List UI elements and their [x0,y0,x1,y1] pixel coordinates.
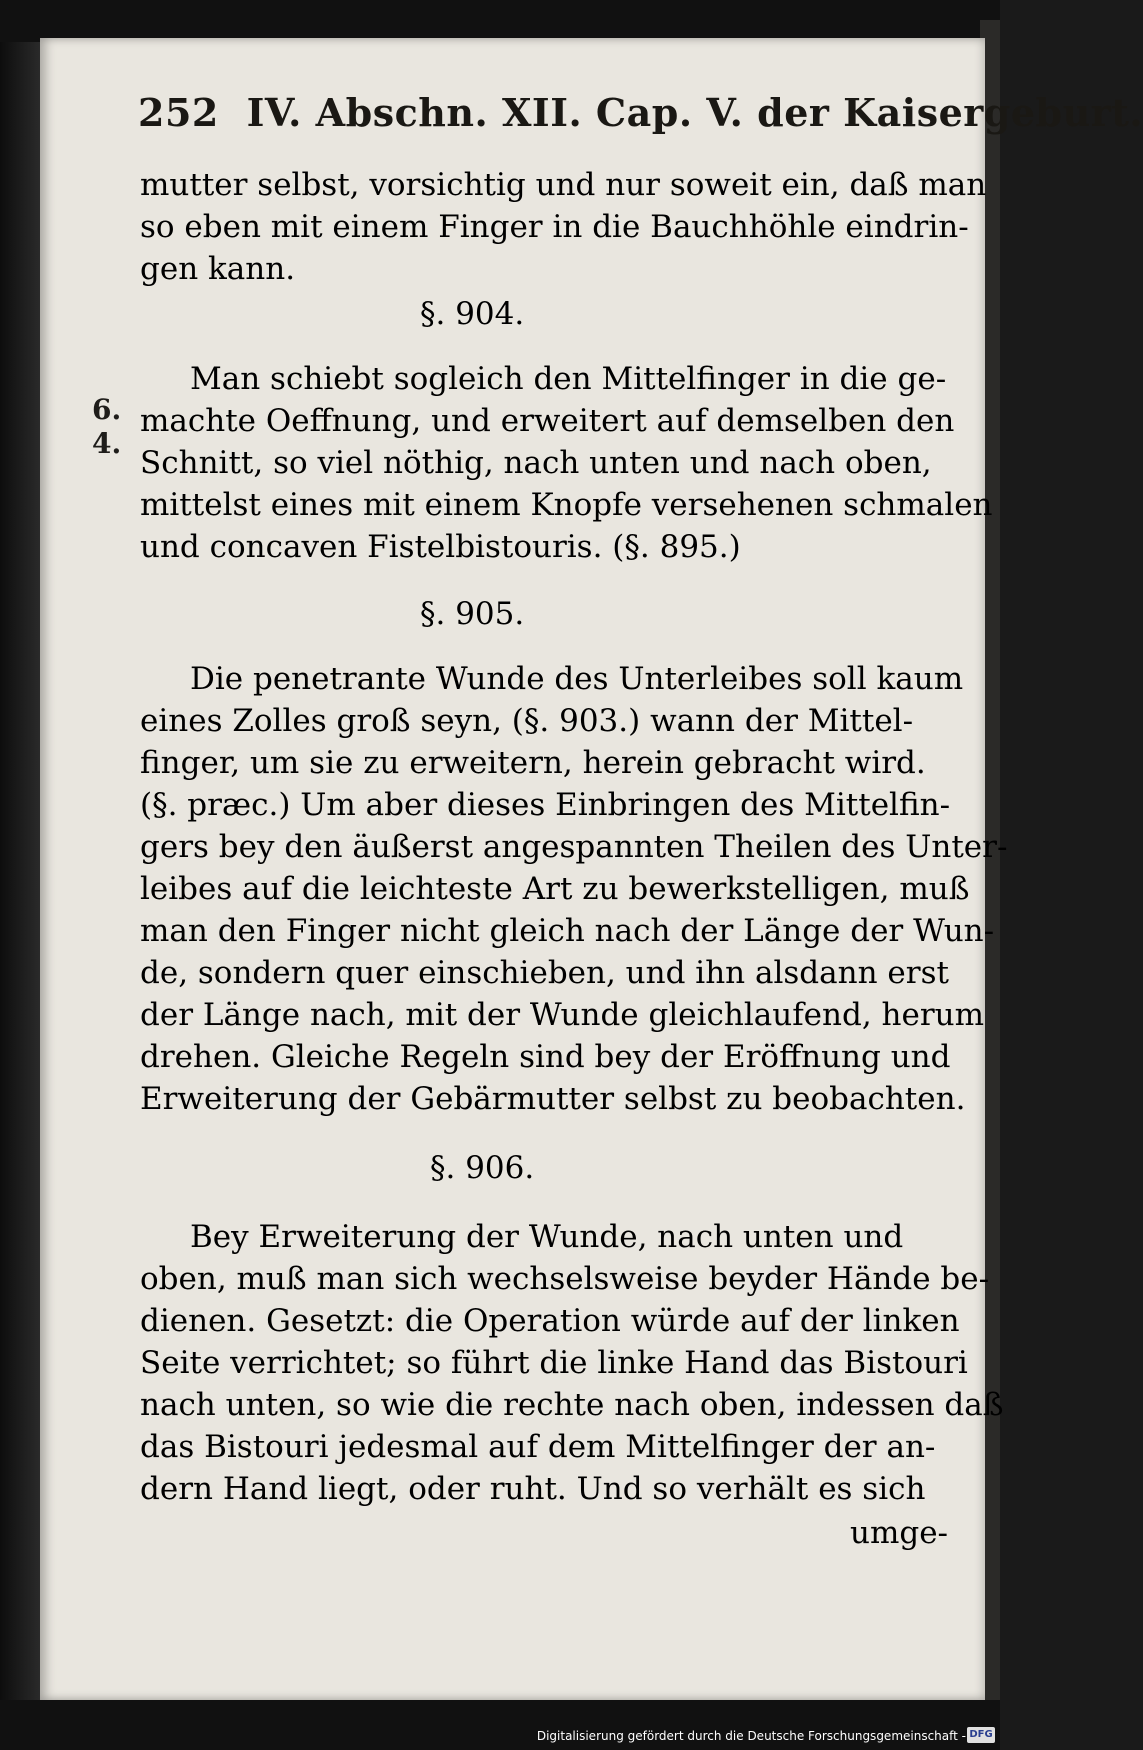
text-line: dern Hand liegt, oder ruht. Und so verhält es sich [140,1471,926,1507]
text-line: oben, muß man sich wechselsweise beyder Hände be- [140,1261,990,1297]
digitization-credit: Digitalisierung gefördert durch die Deutsche Forschungsgemeinschaft - [536,1729,966,1743]
text-line: gers bey den äußerst angespannten Theilen des Unter- [140,829,1008,865]
text-line: Bey Erweiterung der Wunde, nach unten und [190,1219,904,1255]
running-title: IV. Abschn. XII. Cap. V. der Kaisergeburt. [246,90,1143,135]
text-line: Seite verrichtet; so führt die linke Hand das Bistouri [140,1345,968,1381]
text-line: und concaven Fistelbistouris. (§. 895.) [140,529,741,565]
text-line: leibes auf die leichteste Art zu bewerkstelligen, muß [140,871,970,907]
scan-top-border [0,0,1000,42]
text-line: mittelst eines mit einem Knopfe versehenen schmalen [140,487,993,523]
text-line: Erweiterung der Gebärmutter selbst zu beobachten. [140,1081,966,1117]
text-line: drehen. Gleiche Regeln sind bey der Eröffnung und [140,1039,951,1075]
section-heading-905: §. 905. [420,596,525,632]
text-line: Die penetrante Wunde des Unterleibes soll kaum [190,661,964,697]
text-line: Schnitt, so viel nöthig, nach unten und nach oben, [140,445,932,481]
text-line: nach unten, so wie die rechte nach oben, indessen daß [140,1387,1004,1423]
text-line: Man schiebt sogleich den Mittelfinger in die ge- [190,361,947,397]
text-line: der Länge nach, mit der Wunde gleichlaufend, herum [140,997,985,1033]
margin-note [92,393,121,461]
dfg-logo: DFG [967,1727,995,1743]
book-spine-shadow [0,42,40,1702]
text-line: finger, um sie zu erweitern, herein gebracht wird. [140,745,926,781]
section-heading-906: §. 906. [430,1150,535,1186]
text-line: dienen. Gesetzt: die Operation würde auf der linken [140,1303,960,1339]
page-number: 252 [138,90,219,135]
running-head [138,90,1143,135]
text-line: so eben mit einem Finger in die Bauchhöhle eindrin- [140,209,969,245]
catchword: umge- [850,1515,949,1551]
text-line: (§. præc.) Um aber dieses Einbringen des Mittelfin- [140,787,951,823]
text-line: de, sondern quer einschieben, und ihn alsdann erst [140,955,949,991]
text-line: machte Oeffnung, und erweitert auf demselben den [140,403,955,439]
margin-note-line: 4. [92,427,122,460]
text-line: das Bistouri jedesmal auf dem Mittelfinger der an- [140,1429,936,1465]
book-page [40,38,1143,1700]
text-line: eines Zolles groß seyn, (§. 903.) wann der Mittel- [140,703,914,739]
margin-note-line: 6. [92,393,122,426]
text-line: gen kann. [140,251,296,287]
section-heading-904: §. 904. [420,296,525,332]
text-line: mutter selbst, vorsichtig und nur soweit ein, daß man [140,167,987,203]
text-line: man den Finger nicht gleich nach der Länge der Wun- [140,913,995,949]
